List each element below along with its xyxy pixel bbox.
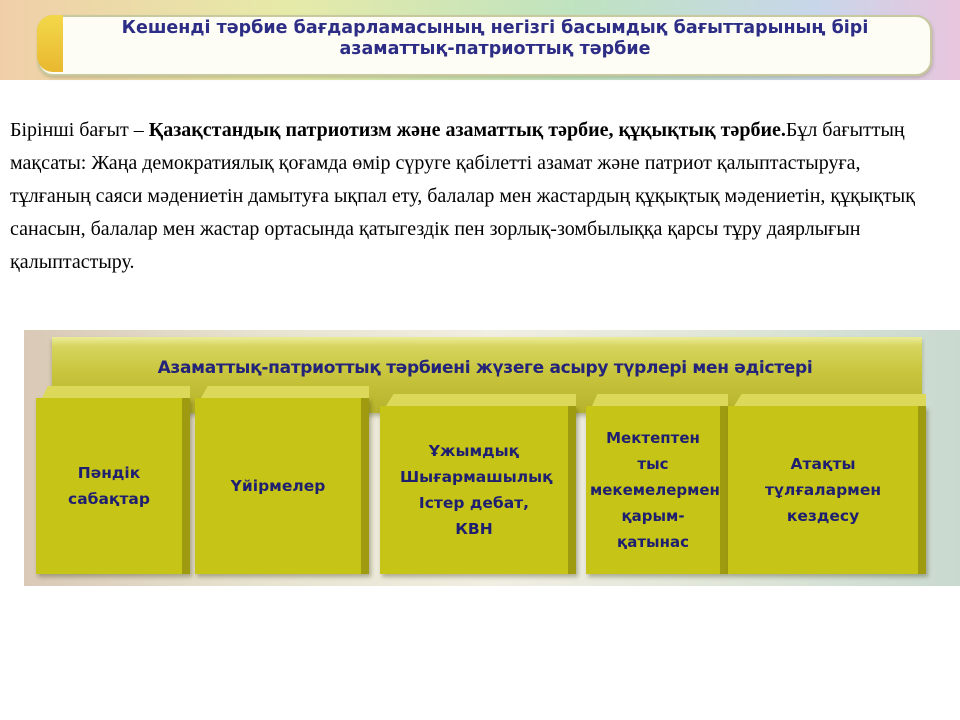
diagram-box-3 bbox=[380, 406, 576, 574]
body-intro: Бірінші бағыт – bbox=[10, 119, 149, 141]
diagram-box-4 bbox=[586, 406, 728, 574]
body-rest: Бұл бағыттың мақсаты: Жаңа демократиялық қоғамда өмір сүруге қабілетті азамат және патриот қалыптастыруға, тұлғаның саяси мәдениетін дамытуға ықпал ету, балалар мен жастардың құқықтық мәдениетін, құқықтық санасын, балалар мен жастар ортасында қатыгездік пен зорлық-зомбылыққа қарсы тұру даярлығын қалыптастыру. bbox=[10, 119, 915, 273]
diagram-title: Азаматтық-патриоттық тәрбиені жүзеге асыру түрлері мен әдістері bbox=[157, 358, 813, 378]
diagram-box-label: Үйірмелер bbox=[230, 477, 326, 495]
body-bold-heading: Қазақстандық патриотизм және азаматтық тәрбие, құқықтық тәрбие. bbox=[148, 119, 786, 141]
diagram-box-label: Атақты тұлғалармен кездесу bbox=[764, 455, 882, 525]
diagram-box-label: Мектептен тыс мекемелермен қарым-қатынас bbox=[590, 429, 720, 551]
body-paragraph bbox=[10, 114, 940, 279]
banner-accent-tab bbox=[37, 15, 63, 72]
diagram-header-bevel bbox=[52, 337, 922, 347]
diagram-box-5 bbox=[728, 406, 926, 574]
diagram-box-1 bbox=[36, 398, 190, 574]
diagram-box-label: Ұжымдық Шығармашылық Істер дебат, КВН bbox=[400, 442, 553, 538]
diagram-box-2 bbox=[195, 398, 369, 574]
slide-title: Кешенді тәрбие бағдарламасының негізгі басымдық бағыттарының бірі азаматтық-патриоттық тәрбие bbox=[121, 18, 869, 59]
diagram-box-label: Пәндік сабақтар bbox=[68, 464, 150, 508]
